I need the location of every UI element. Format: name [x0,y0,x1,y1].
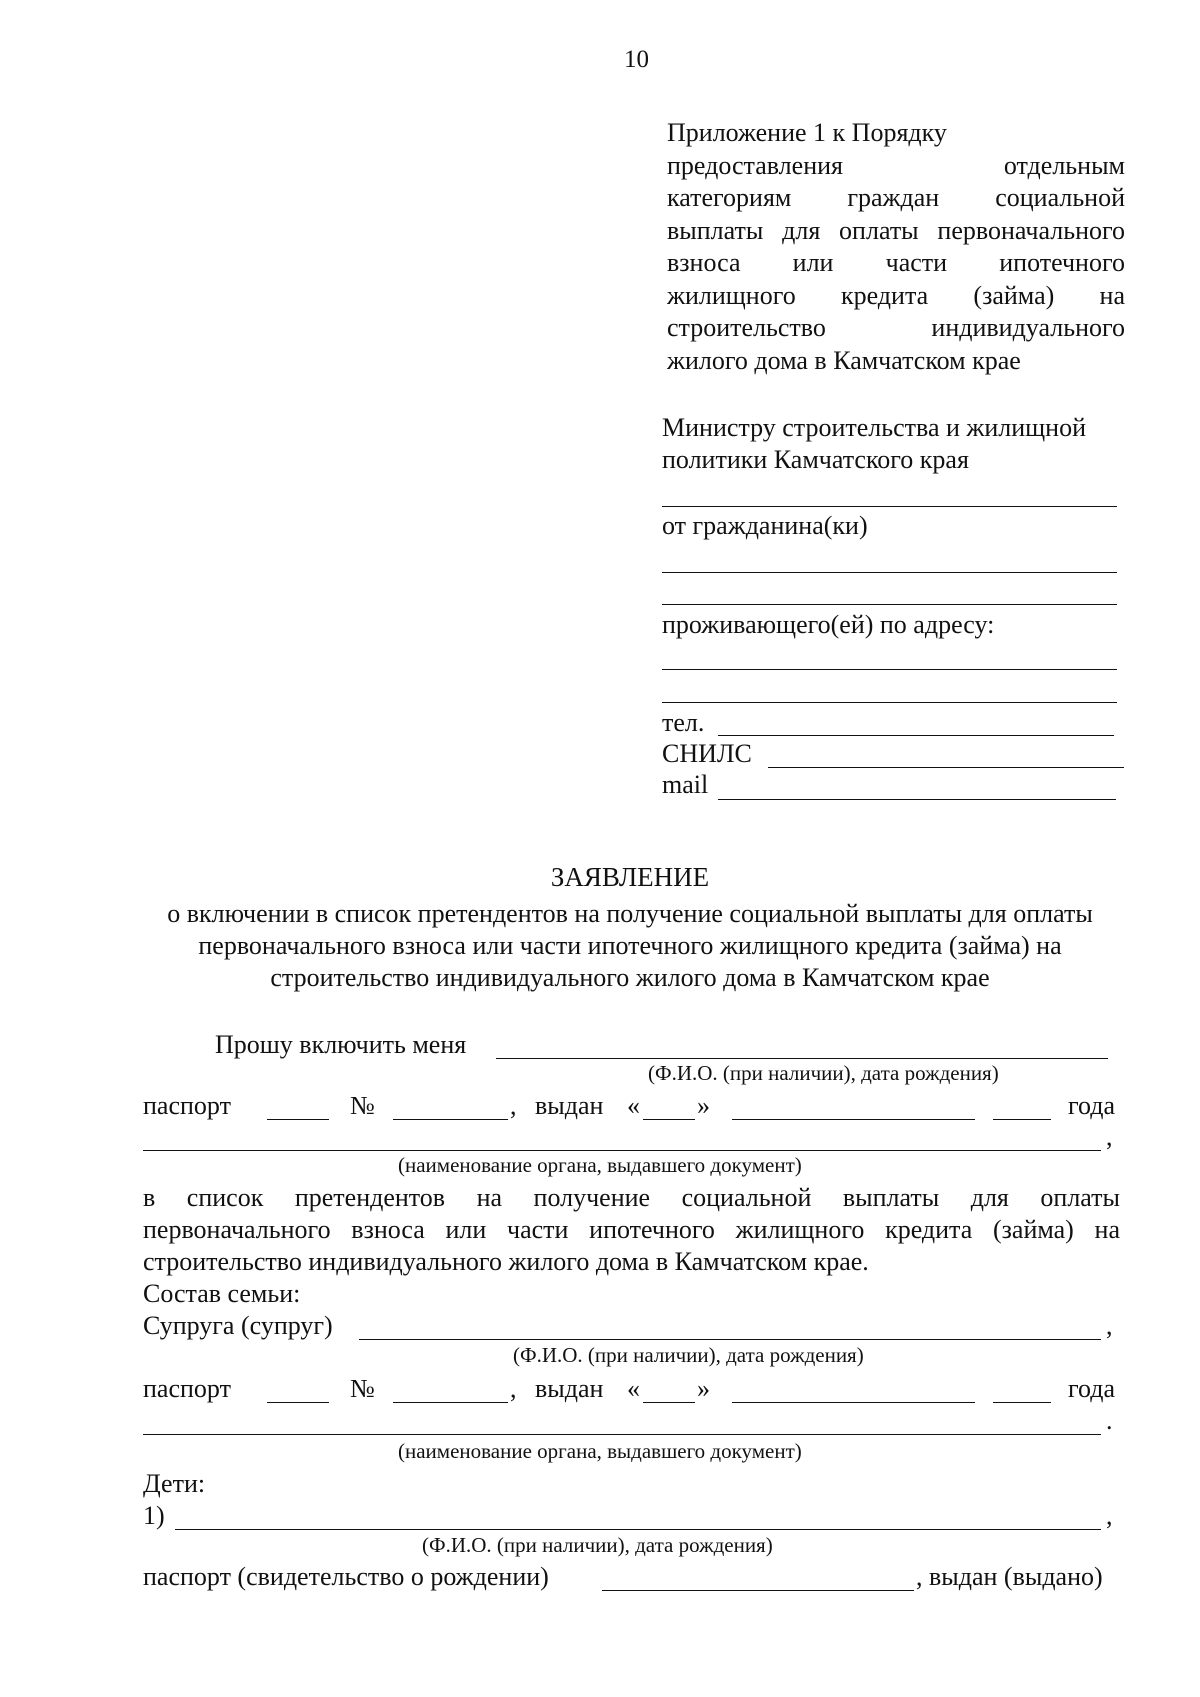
spouse-issue-day-field[interactable] [643,1402,695,1403]
spouse-issue-year-field[interactable] [993,1402,1051,1403]
issued-label: выдан [535,1374,604,1403]
appendix-line: Приложение 1 к Порядку [667,118,947,147]
mail-label: mail [662,770,709,799]
address-field-2[interactable] [662,702,1117,703]
issued-label: выдан [535,1091,604,1120]
appendix-line: выплаты для оплаты первоначального [667,215,1125,245]
number-sign: № [350,1091,375,1120]
tel-field[interactable] [718,735,1114,736]
fio-caption: (Ф.И.О. (при наличии), дата рождения) [648,1061,999,1085]
list-text-line: строительство индивидуального жилого дома в Камчатском крае. [143,1247,869,1276]
mail-field[interactable] [718,799,1116,800]
from-label: от гражданина(ки) [662,511,868,540]
child-document-field[interactable] [602,1590,914,1591]
child-issued-label: , выдан (выдано) [916,1562,1103,1591]
appendix-line: предоставления отдельным [667,150,1125,180]
statement-title: ЗАЯВЛЕНИЕ [550,862,710,892]
appendix-line: строительство индивидуального [667,313,1125,342]
children-label: Дети: [143,1469,206,1498]
spouse-issue-month-field[interactable] [732,1402,975,1403]
list-text-line: первоначального взноса или части ипотечного жилищного кредита (займа) на [143,1215,1120,1244]
snils-label: СНИЛС [662,739,752,768]
spouse-passport-number-field[interactable] [393,1402,508,1403]
quote-open: « [627,1374,640,1403]
year-label: года [1068,1091,1116,1120]
period: . [1106,1406,1113,1435]
quote-close: » [697,1374,710,1403]
child-fio-caption: (Ф.И.О. (при наличии), дата рождения) [422,1533,773,1557]
addressee-line: Министру строительства и жилищной [662,413,1087,442]
comma: , [510,1374,517,1403]
spouse-fio-field[interactable] [359,1339,1101,1340]
passport-series-field[interactable] [267,1119,329,1120]
request-label: Прошу включить меня [215,1030,467,1059]
citizen-name-field[interactable] [662,572,1117,573]
addressee-name-field[interactable] [662,506,1117,507]
spouse-fio-caption: (Ф.И.О. (при наличии), дата рождения) [513,1343,864,1367]
spouse-issuing-authority-field[interactable] [143,1434,1101,1435]
address-field[interactable] [662,669,1117,670]
spouse-passport-series-field[interactable] [267,1402,329,1403]
quote-open: « [627,1091,640,1120]
comma: , [1106,1122,1113,1151]
page-number: 10 [624,46,649,73]
comma: , [510,1091,517,1120]
issue-day-field[interactable] [643,1119,695,1120]
year-label: года [1068,1374,1116,1403]
number-sign: № [350,1374,375,1403]
appendix-line: жилого дома в Камчатском крае [667,345,1021,375]
comma: , [1106,1501,1113,1530]
passport-number-field[interactable] [393,1119,508,1120]
appendix-header [667,117,1125,377]
child-passport-label: паспорт (свидетельство о рождении) [143,1562,549,1591]
applicant-fio-field[interactable] [496,1058,1108,1059]
issuing-authority-field[interactable] [143,1150,1101,1151]
citizen-name-field-2[interactable] [662,604,1117,605]
issue-year-field[interactable] [993,1119,1051,1120]
addressee-line: политики Камчатского края [662,445,969,474]
issue-month-field[interactable] [732,1119,975,1120]
comma: , [1106,1311,1113,1340]
list-text-line: в список претендентов на получение социальной выплаты для оплаты [143,1183,1120,1212]
child-number: 1) [143,1501,165,1530]
family-label: Состав семьи: [143,1279,301,1308]
authority-caption: (наименование органа, выдавшего документ) [398,1153,802,1177]
passport-label: паспорт [143,1374,231,1403]
residing-label: проживающего(ей) по адресу: [662,610,995,639]
child-fio-field[interactable] [175,1529,1101,1530]
quote-close: » [697,1091,710,1120]
tel-label: тел. [662,708,705,737]
statement-subtitle: о включении в список претендентов на получение социальной выплаты для оплаты первоначального взноса или части ипотечного жилищного кредита (займа) на строительство индивидуального жилого дома в Камчатском крае [167,899,1093,992]
authority-caption: (наименование органа, выдавшего документ) [398,1439,802,1463]
appendix-line: жилищного кредита (займа) на [667,280,1125,310]
spouse-label: Супруга (супруг) [143,1311,333,1340]
snils-field[interactable] [768,767,1124,768]
appendix-line: категориям граждан социальной [667,183,1125,212]
appendix-line: взноса или части ипотечного [667,248,1125,277]
passport-label: паспорт [143,1091,231,1120]
